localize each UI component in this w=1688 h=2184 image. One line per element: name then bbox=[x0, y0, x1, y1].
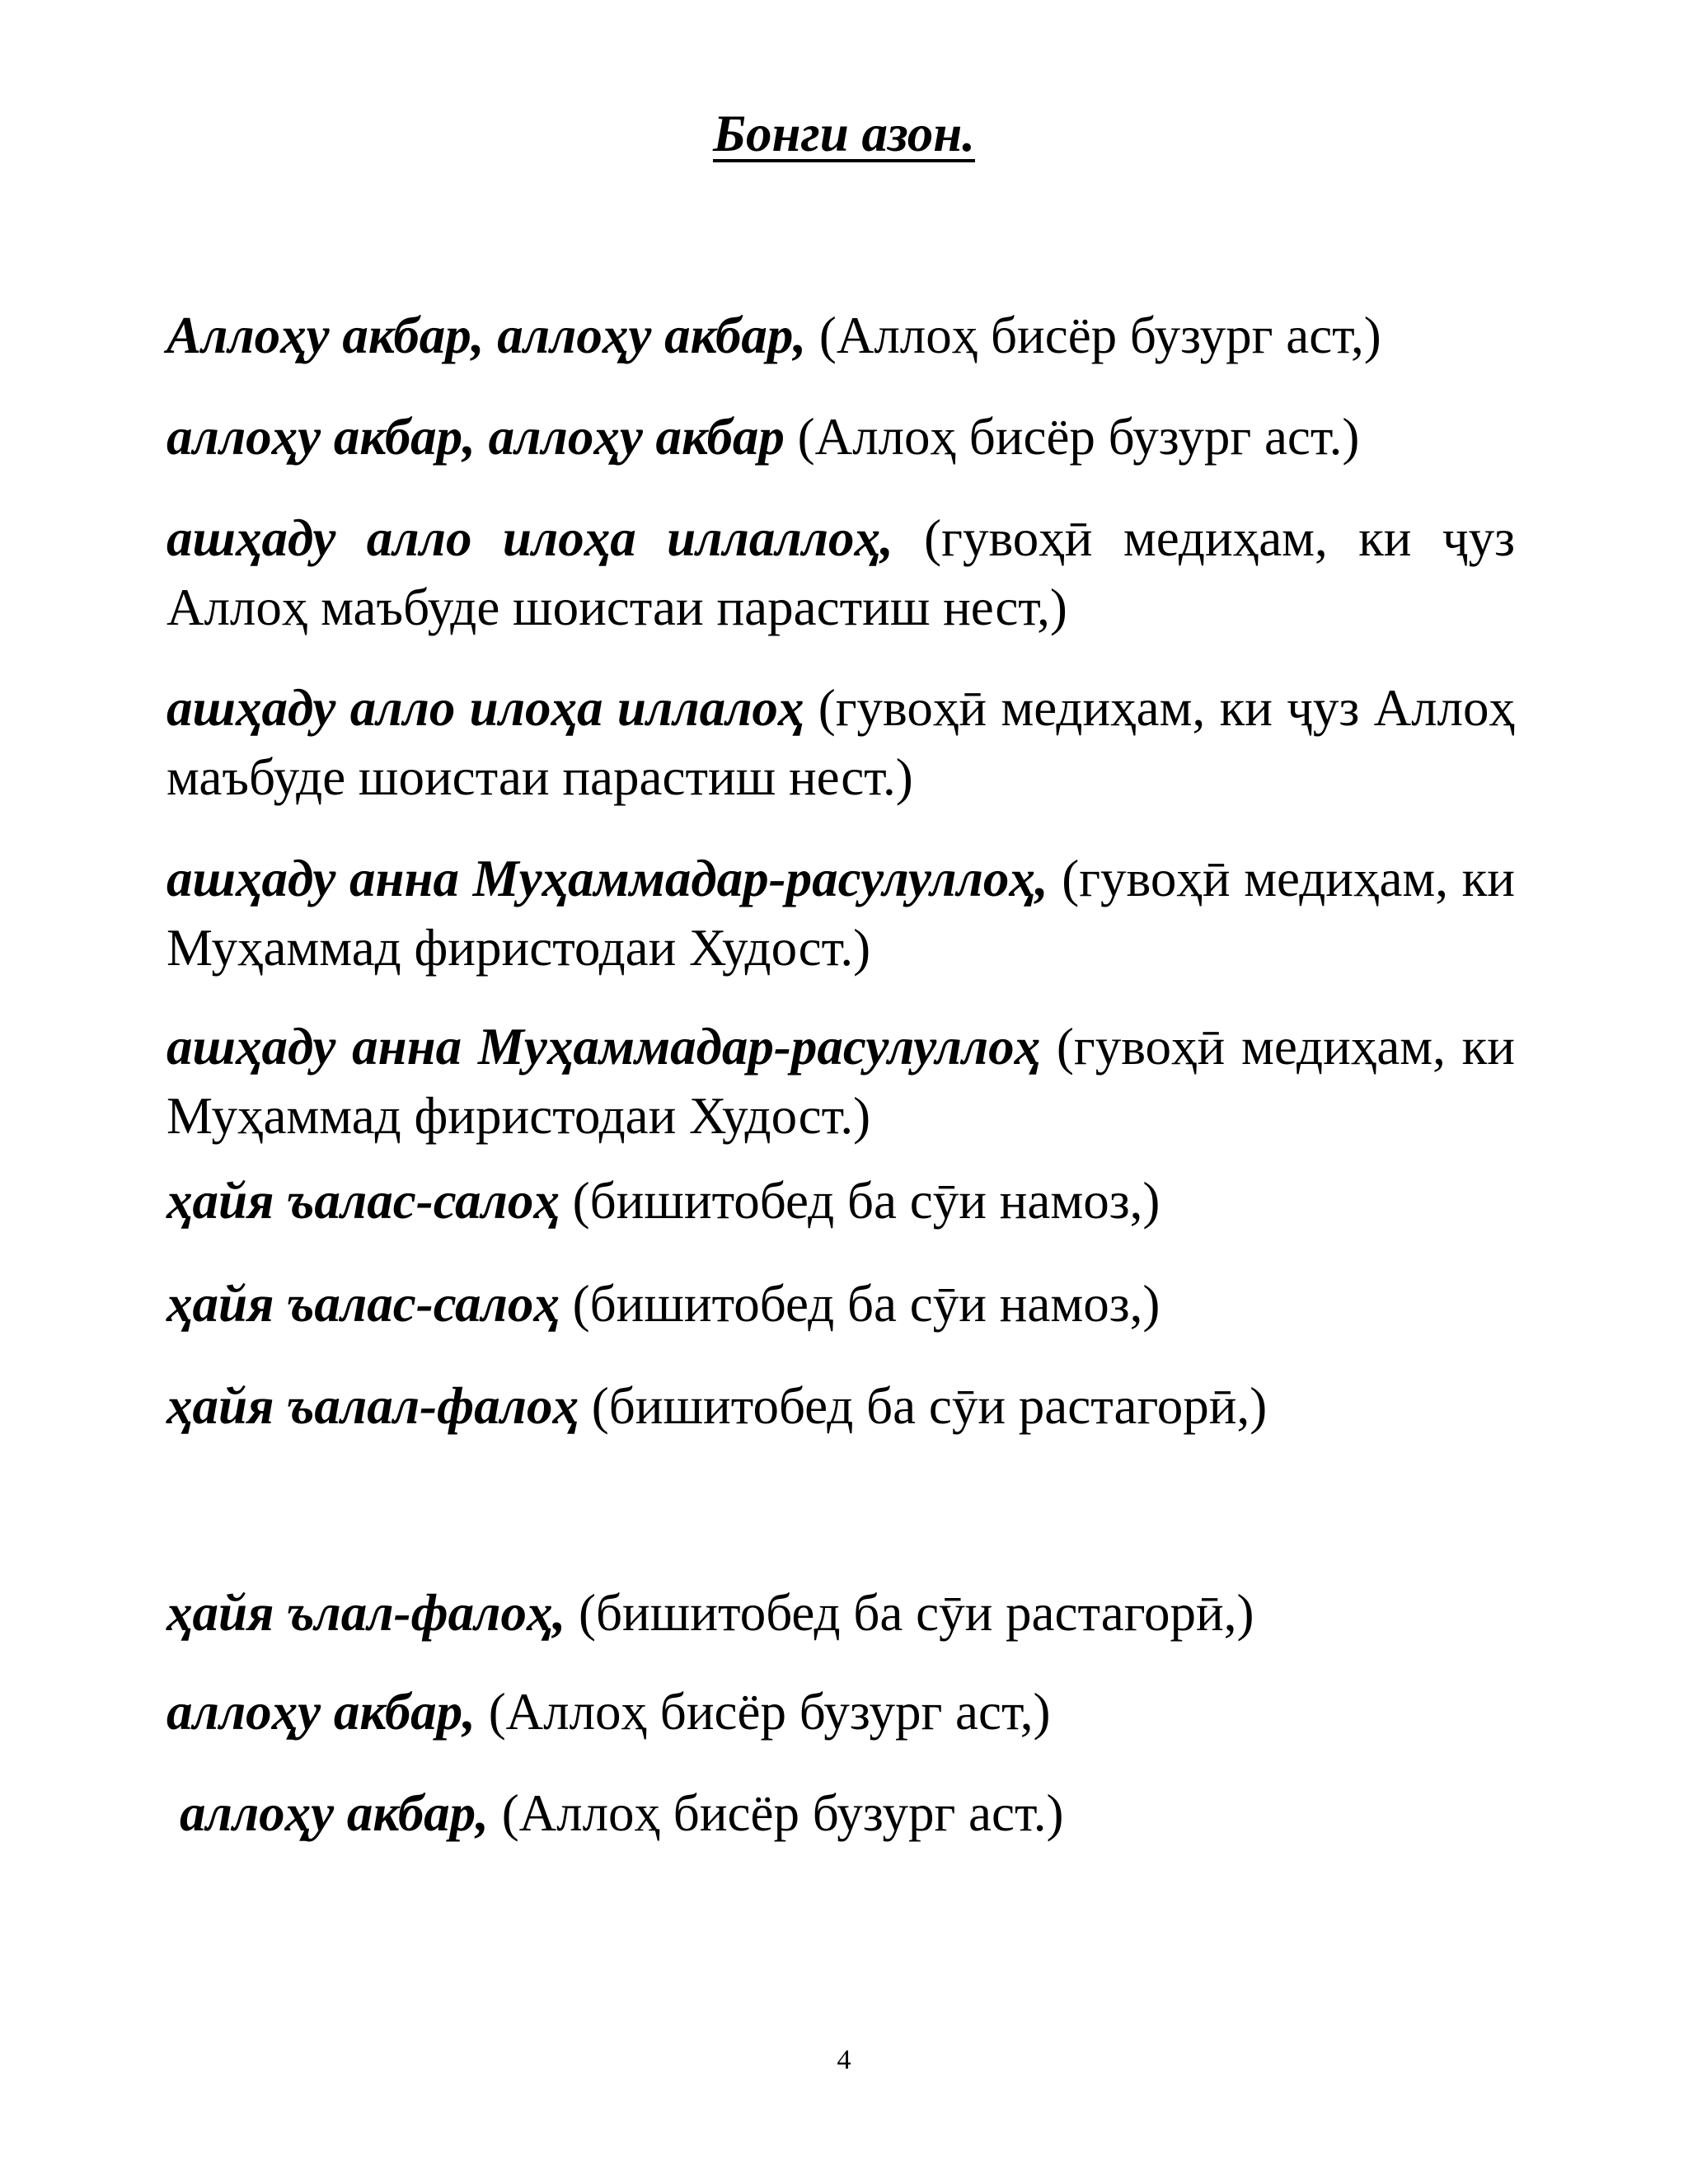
adhan-phrase: ашҳаду анна Муҳаммадар-расулуллоҳ bbox=[166, 1018, 1041, 1076]
adhan-translation: (гувоҳӣ медиҳам, ки Муҳаммад фиристодаи Худост.) bbox=[166, 1018, 1515, 1145]
adhan-line-2 bbox=[166, 402, 1515, 471]
adhan-translation: (бишитобед ба сӯи намоз,) bbox=[572, 1275, 1160, 1333]
adhan-translation: (гувоҳӣ медиҳам, ки ҷуз Аллоҳ маъбуде шоистаи парастиш нест.) bbox=[166, 679, 1515, 806]
adhan-line-1 bbox=[166, 301, 1515, 370]
adhan-translation: (Аллоҳ бисёр бузург аст,) bbox=[488, 1683, 1051, 1741]
adhan-phrase: аллоҳу акбар, bbox=[166, 1683, 476, 1741]
adhan-phrase: аллоҳу акбар, bbox=[180, 1784, 489, 1842]
adhan-translation: (Аллоҳ бисёр бузург аст.) bbox=[797, 408, 1360, 466]
adhan-phrase: ҳайя ъалал-фалоҳ bbox=[166, 1377, 579, 1435]
adhan-phrase: аллоҳу акбар, аллоҳу акбар bbox=[166, 408, 785, 466]
adhan-phrase: ҳайя ъалас-салоҳ bbox=[166, 1275, 560, 1333]
adhan-line-3 bbox=[166, 504, 1515, 642]
page-title bbox=[0, 101, 1688, 166]
adhan-line-9 bbox=[166, 1371, 1515, 1441]
adhan-translation: (бишитобед ба сӯи растагорӣ,) bbox=[579, 1584, 1254, 1642]
adhan-phrase: ашҳаду алло илоҳа иллаллоҳ, bbox=[166, 509, 893, 567]
adhan-phrase: Аллоҳу акбар, аллоҳу акбар, bbox=[166, 307, 807, 364]
adhan-translation: (Аллоҳ бисёр бузург аст,) bbox=[818, 307, 1381, 364]
adhan-translation: (гувоҳӣ медиҳам, ки Муҳаммад фиристодаи Худост.) bbox=[166, 850, 1515, 977]
adhan-translation: (Аллоҳ бисёр бузург аст.) bbox=[501, 1784, 1064, 1842]
adhan-line-11 bbox=[166, 1677, 1515, 1746]
adhan-line-4 bbox=[166, 673, 1515, 812]
page-number: 4 bbox=[837, 2045, 851, 2075]
adhan-line-5 bbox=[166, 844, 1515, 982]
adhan-line-6 bbox=[166, 1012, 1515, 1151]
page-title-text: Бонги азон. bbox=[712, 105, 975, 162]
adhan-phrase: ашҳаду алло илоҳа иллалоҳ bbox=[166, 679, 804, 737]
adhan-line-8 bbox=[166, 1269, 1515, 1338]
adhan-phrase: ҳайя ъалас-салоҳ bbox=[166, 1172, 560, 1230]
adhan-line-10 bbox=[166, 1578, 1515, 1647]
adhan-phrase: ҳайя ълал-фалоҳ, bbox=[166, 1584, 566, 1642]
adhan-translation: (бишитобед ба сӯи растагорӣ,) bbox=[591, 1377, 1268, 1435]
adhan-line-7 bbox=[166, 1166, 1515, 1235]
adhan-phrase: ашҳаду анна Муҳаммадар-расулуллоҳ, bbox=[166, 850, 1048, 907]
adhan-translation: (бишитобед ба сӯи намоз,) bbox=[572, 1172, 1160, 1230]
adhan-line-12 bbox=[180, 1779, 1528, 1848]
adhan-translation: (гувоҳӣ медиҳам, ки ҷуз Аллоҳ маъбуде шоистаи парастиш нест,) bbox=[166, 509, 1516, 636]
